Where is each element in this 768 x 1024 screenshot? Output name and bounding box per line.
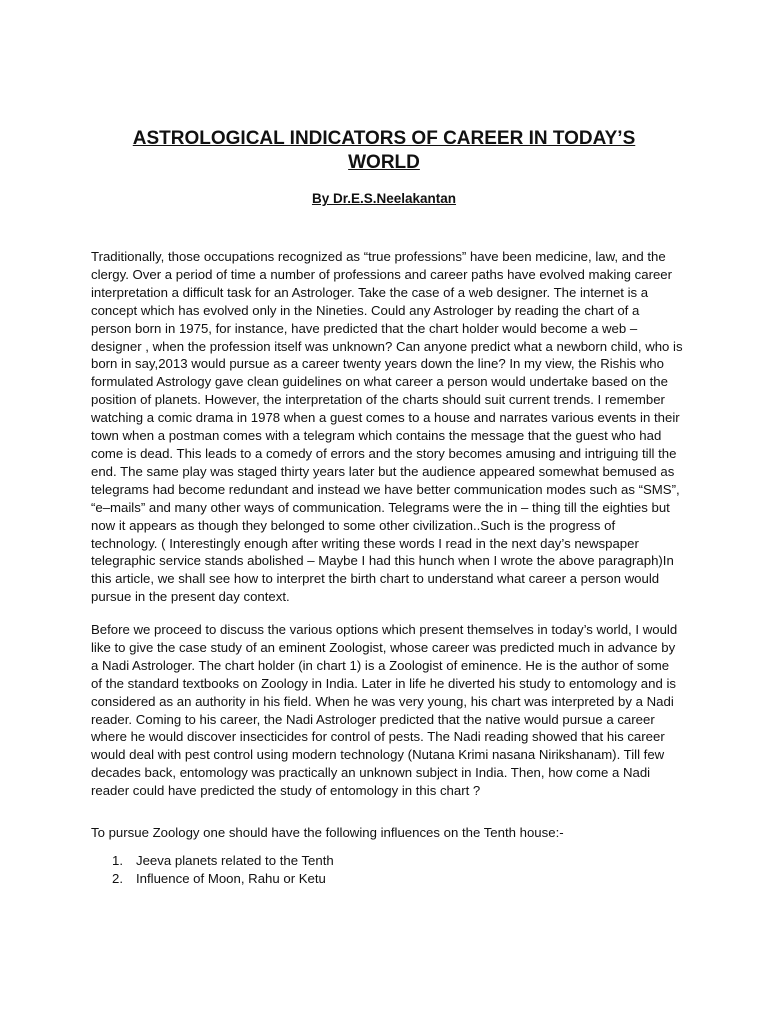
- list-item: [112, 870, 672, 888]
- influences-list: [112, 852, 672, 888]
- author-byline: By Dr.E.S.Neelakantan: [311, 191, 457, 206]
- title-line-1: ASTROLOGICAL INDICATORS OF CAREER IN TODAY’S: [132, 128, 636, 149]
- paragraph-case-study: Before we proceed to discuss the various options which present themselves in today’s world, I would like to give the case study of an eminent Zoologist, whose career was predicted much in advance by a Nadi Astrologer. The chart holder (in chart 1) is a Zoologist of eminence. He is the author of some of the standard textbooks on Zoology in India. Later in life he diverted his study to entomology and is considered as an authority in his field. When he was very young, his chart was interpreted by a Nadi reader. Coming to his career, the Nadi Astrologer predicted that the native would pursue a career where he would discover insecticides for control of pests. The Nadi reading showed that his career would deal with pest control using modern technology (Nutana Krimi nasana Nirikshanam). Till few decades back, entomology was practically an unknown subject in India. Then, how come a Nadi reader could have predicted the study of entomology in this chart ?: [91, 622, 678, 799]
- document-title: [96, 127, 672, 175]
- paragraph-intro: Traditionally, those occupations recognized as “true professions” have been medicine, law, and the clergy. Over a period of time a number of professions and career paths have evolved making career interpretation a difficult task for an Astrologer. Take the case of a web designer. The internet is a concept which has evolved only in the Nineties. Could any Astrologer by reading the chart of a person born in 1975, for instance, have predicted that the chart holder would become a web – designer , when the profession itself was unknown? Can anyone predict what a newborn child, who is born in say,2013 would pursue as a career twenty years down the line? In my view, the Rishis who formulated Astrology gave clean guidelines on what career a person would undertake based on the position of planets. However, the interpretation of the charts should suit current trends. I remember watching a comic drama in 1978 when a guest comes to a house and narrates various events in their town when a postman comes with a telegram which contains the message that the guest who had come is dead. This leads to a comedy of errors and the story becomes amusing and intriguing till the end. The same play was staged thirty years later but the audience appeared somewhat bemused as telegrams had become redundant and instead we have better communication modes such as “SMS”, “e–mails” and many other ways of communication. Telegrams were the in – thing till the eighties but now it appears as though they belonged to some other civilization..Such is the progress of technology. ( Interestingly enough after writing these words I read in the next day’s newspaper telegraphic service stands abolished – Maybe I had this hunch when I wrote the above paragraph)In this article, we shall see how to interpret the birth chart to understand what career a person would pursue in the present day context.: [91, 249, 683, 605]
- list-item: [112, 852, 672, 870]
- paragraph-zoology-influences: To pursue Zoology one should have the following influences on the Tenth house:-: [91, 825, 564, 840]
- list-item-text: Influence of Moon, Rahu or Ketu: [136, 870, 326, 886]
- title-line-2: WORLD: [348, 152, 420, 173]
- list-item-number: 1.: [112, 853, 123, 868]
- list-item-number: 2.: [112, 870, 123, 886]
- list-item-text: Jeeva planets related to the Tenth: [136, 853, 334, 868]
